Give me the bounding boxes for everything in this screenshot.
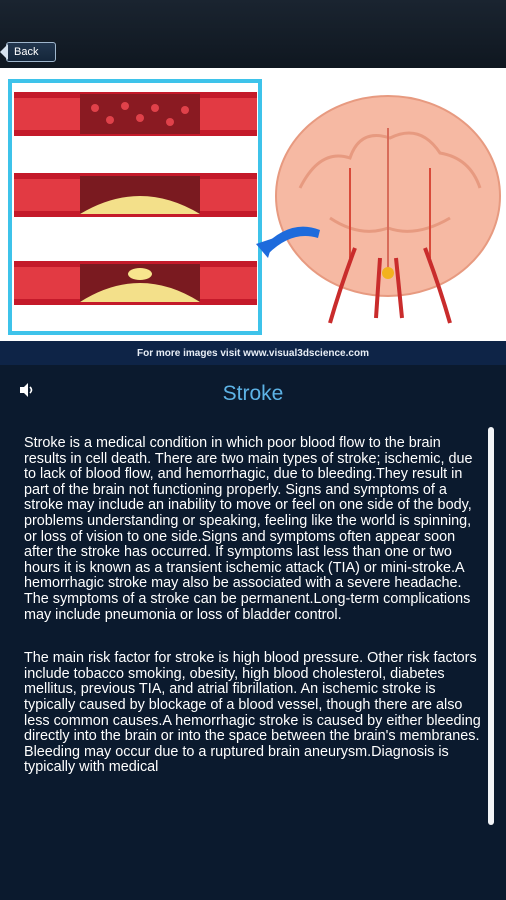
brain-drawing bbox=[276, 96, 500, 323]
article-body[interactable] bbox=[24, 436, 486, 824]
top-bar bbox=[0, 0, 506, 68]
paragraph: The main risk factor for stroke is high blood pressure. Other risk factors include tobacco smoking, obesity, high blood cholesterol, diabetes mellitus, previous TIA, and atrial fibrillation. An ischemic stroke is typically caused by blockage of a blood vessel, though there are also less common causes.A hemorrhagic stroke is caused by either bleeding directly into the brain or into the space between the brain's membranes. Bleeding may occur due to a ruptured brain aneurysm.Diagnosis is typically with medical bbox=[24, 650, 481, 776]
paragraph: Stroke is a medical condition in which poor blood flow to the brain results in cell death. There are two main types of stroke; ischemic, due to lack of blood flow, and hemorrhagic, due to bleeding.They result in part of the brain not functioning properly. Signs and symptoms of a stroke may include an inability to move or feel on one side of the body, problems understanding or speaking, feeling like the world is spinning, or loss of vision to one side.Signs and symptoms often appear soon after the stroke has occurred. If symptoms last less than one or two hours it is known as a transient ischemic attack (TIA) or mini-stroke.A hemorrhagic stroke may also be associated with a severe headache. The symptoms of a stroke can be permanent.Long-term complications may include pneumonia or loss of bladder control. bbox=[24, 436, 473, 623]
scrollbar[interactable] bbox=[488, 427, 494, 825]
back-button-label: Back bbox=[14, 46, 39, 58]
vessel-normal bbox=[14, 92, 257, 136]
vessel-blocked bbox=[14, 261, 257, 305]
article-title: Stroke bbox=[222, 382, 284, 405]
back-arrow-icon bbox=[0, 44, 8, 60]
vessel-plaque bbox=[14, 173, 257, 217]
back-button[interactable] bbox=[6, 42, 56, 62]
illustration bbox=[0, 68, 506, 341]
image-credit[interactable]: For more images visit www.visual3dscience.com bbox=[0, 341, 506, 365]
stroke-illustration bbox=[0, 68, 506, 341]
